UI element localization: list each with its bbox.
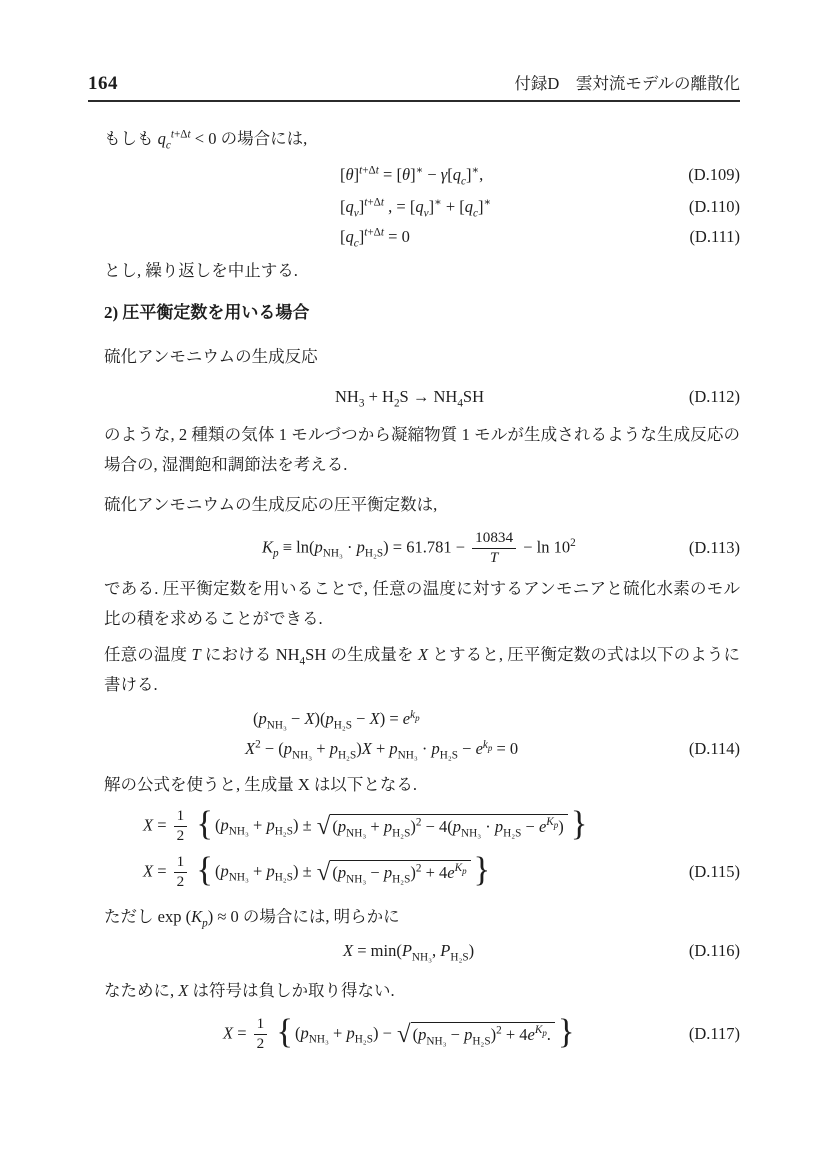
equation-d114-line1-body: $(p_{NH_3} - X)(p_{H_2S} - X) = e^{k_p}$ [253, 708, 420, 732]
equation-d109-body: $[\theta]^{t+\Delta t} = [\theta]^∗ - \gamma[q_c]^∗$, [340, 164, 484, 188]
equation-d114-line1 [104, 704, 740, 734]
equation-d116 [104, 936, 740, 966]
equation-d117-body: X = $\frac{1}{2}$ { $(p_{NH_3} + p_{H_2S})$ − √ $(p_{NH_3} - p_{H_2S})^2 + 4e^{K_p}$. } [223, 1012, 575, 1052]
equation-d112-number: (D.112) [688, 387, 740, 407]
equation-d113-number: (D.113) [688, 538, 740, 558]
equation-d116-body: $X = \min(P_{NH_3}$, $P_{H_2S}$) [343, 941, 475, 964]
header-title: 付録D 雲対流モデルの離散化 [514, 74, 740, 93]
equation-d111 [104, 222, 740, 252]
equation-d115-line1 [104, 804, 740, 848]
page-header [88, 70, 740, 102]
equation-group-d114 [104, 704, 740, 764]
equation-d110-body: $[q_v]^{t+\Delta t}$ , = $[q_v]^∗ + [q_c]^∗$ [340, 196, 492, 220]
paragraph-stop-iteration: とし, 繰り返しを中止する. [104, 261, 298, 280]
page-number: 164 [88, 73, 118, 94]
paragraph-reaction-desc: のような, 2 種類の気体 1 モルづつから凝縮物質 1 モルが生成されるような生成反応の場合の, 湿潤飽和調節法を考える. [104, 425, 740, 474]
equation-d109 [104, 160, 740, 190]
paragraph-intro: もしも $q_c^{t+\Delta t} < 0$ の場合には, [104, 128, 308, 152]
equation-d111-body: $[q_c]^{t+\Delta t} = 0$ [340, 226, 410, 250]
paragraph-solve-lead: 解の公式を使うと, 生成量 X は以下となる. [104, 775, 418, 794]
equation-d117-number: (D.117) [688, 1024, 740, 1044]
equation-d111-number: (D.111) [689, 227, 740, 247]
paragraph-x-lead: 任意の温度 T における $NH_4SH$ の生成量を X とすると, 圧平衡定数の式は以下のように書ける. [104, 645, 741, 694]
equation-group-d109-d111 [104, 160, 740, 252]
equation-d115-line2 [104, 850, 740, 894]
equation-d110-number: (D.110) [688, 197, 740, 217]
equation-d112-body: $NH_3 + H_2S \to NH_4SH$ [335, 387, 485, 410]
equation-d117 [104, 1012, 740, 1056]
equation-d114-number: (D.114) [688, 739, 740, 759]
equation-d115-line1-body: X = $\frac{1}{2}$ { $(p_{NH_3} + p_{H_2S})$ ± √ $(p_{NH_3} + p_{H_2S})^2 - 4(p_{NH_3} \cdot p_{H_2S} - e^{K_p})$ } [143, 804, 588, 844]
equation-d110 [104, 192, 740, 222]
equation-d116-number: (D.116) [688, 941, 740, 961]
paragraph-reaction-lead: 硫化アンモニウムの生成反応 [104, 347, 318, 366]
equation-d109-number: (D.109) [688, 165, 740, 185]
equation-group-d115 [104, 804, 740, 894]
equation-d114-line2 [104, 734, 740, 764]
equation-d114-line2-body: $X^2 - (p_{NH_3} + p_{H_2S})X + p_{NH_3} \cdot p_{H_2S} - e^{k_p} = 0$ [245, 738, 519, 762]
page-body [88, 124, 740, 1056]
equation-d112 [104, 382, 740, 412]
paragraph-approx-lead: ただし $\exp (K_p) \approx 0$ の場合には, 明らかに [104, 907, 400, 930]
paragraph-kp-desc: である. 圧平衡定数を用いることで, 任意の温度に対するアンモニアと硫化水素のモル比の積を求めることができる. [104, 579, 740, 628]
equation-d113 [104, 524, 740, 572]
equation-d115-number: (D.115) [688, 862, 740, 882]
section-heading: 2) 圧平衡定数を用いる場合 [104, 303, 310, 322]
paragraph-kp-lead: 硫化アンモニウムの生成反応の圧平衡定数は, [104, 495, 438, 514]
paragraph-sign-note: なために, X は符号は負しか取り得ない. [104, 981, 395, 1000]
equation-d115-line2-body: X = $\frac{1}{2}$ { $(p_{NH_3} + p_{H_2S})$ ± √ $(p_{NH_3} - p_{H_2S})^2 + 4e^{K_p}$ } [143, 850, 491, 890]
equation-d113-body: $K_p \equiv \ln(p_{NH_3} \cdot p_{H_2S}) = 61.781$ − $\frac{10834}{T}$ − $\ln 10^2$ [262, 528, 576, 566]
